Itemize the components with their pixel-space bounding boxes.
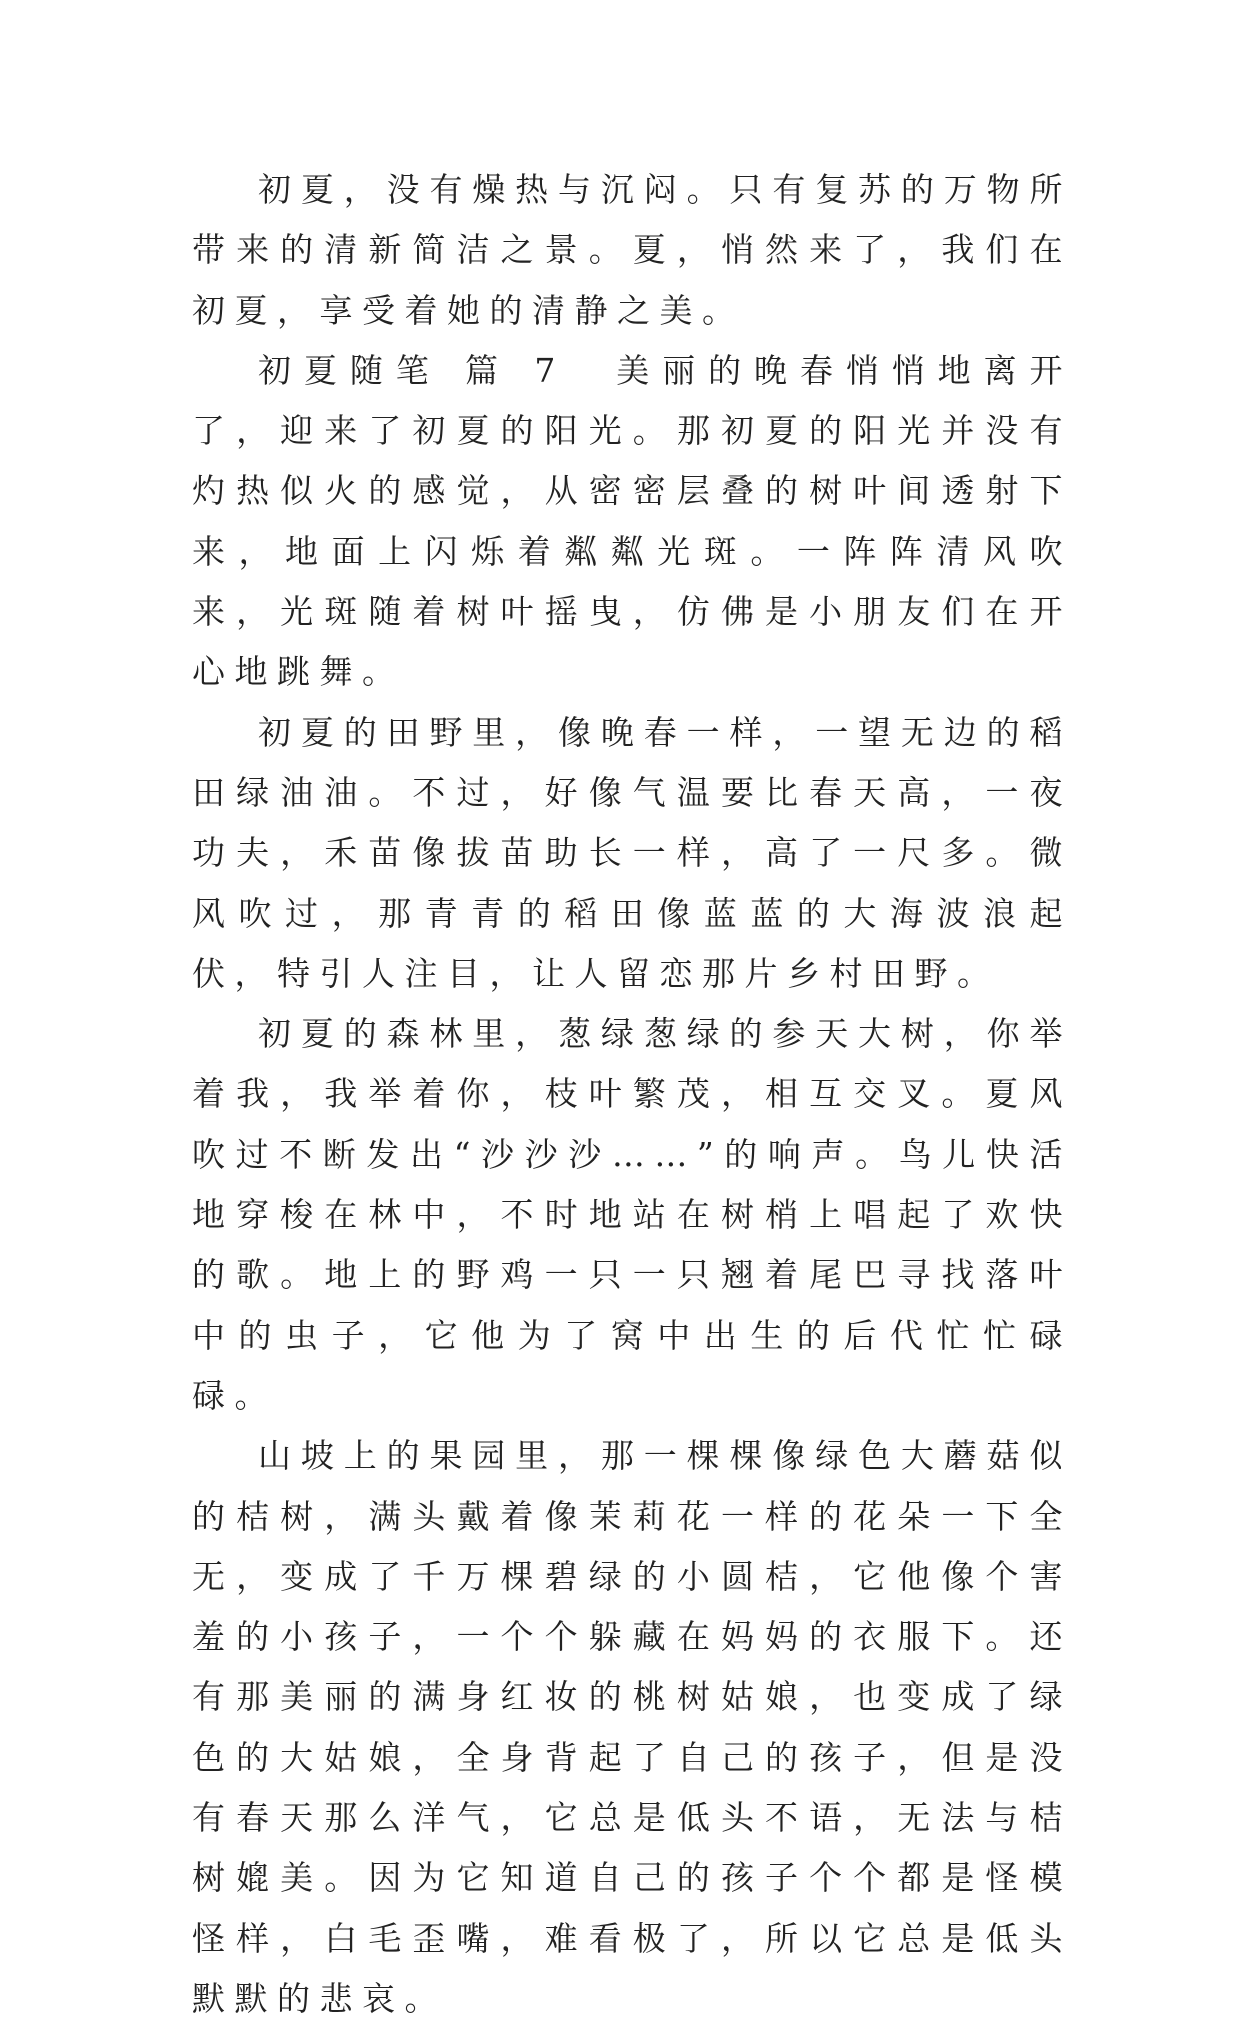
paragraph-text: 初夏，没有燥热与沉闷。只有复苏的万物所带来的清新简洁之景。夏，悄然来了，我们在初夏，享受着她的清静之美。 bbox=[192, 170, 1072, 330]
paragraph-fields bbox=[192, 703, 1072, 1004]
paragraph-text: 山坡上的果园里，那一棵棵像绿色大蘑菇似的桔树，满头戴着像茉莉花一样的花朵一下全无，变成了千万棵碧绿的小圆桔，它他像个害羞的小孩子，一个个躲藏在妈妈的衣服下。还有那美丽的满身红妆的桃树姑娘，也变成了绿色的大姑娘，全身背起了自己的孩子，但是没有春天那么洋气，它总是低头不语，无法与桔树媲美。因为它知道自己的孩子个个都是怪模怪样，白毛歪嘴，难看极了，所以它总是低头默默的悲哀。 bbox=[192, 1436, 1072, 2018]
paragraph-forest bbox=[192, 1004, 1072, 1426]
section-paragraph bbox=[192, 341, 1072, 703]
paragraph-text: 初夏的田野里，像晚春一样，一望无边的稻田绿油油。不过，好像气温要比春天高，一夜功夫，禾苗像拔苗助长一样，高了一尺多。微风吹过，那青青的稻田像蓝蓝的大海波浪起伏，特引人注目，让人留恋那片乡村田野。 bbox=[192, 712, 1072, 993]
paragraph-orchard bbox=[192, 1426, 1072, 2029]
paragraph-text: 初夏的森林里，葱绿葱绿的参天大树，你举着我，我举着你，枝叶繁茂，相互交叉。夏风吹过不断发出“沙沙沙……”的响声。鸟儿快活地穿梭在林中，不时地站在树梢上唱起了欢快的歌。地上的野鸡一只一只翘着尾巴寻找落叶中的虫子，它他为了窝中出生的后代忙忙碌碌。 bbox=[192, 1014, 1072, 1415]
section-heading: 初夏随笔 篇 7 bbox=[258, 350, 565, 390]
paragraph-intro bbox=[192, 160, 1072, 341]
section-lead-text: 美丽的晚春悄悄地离开了，迎来了初夏的阳光。那初夏的阳光并没有灼热似火的感觉，从密密层叠的树叶间透射下来，地面上闪烁着粼粼光斑。一阵阵清风吹来，光斑随着树叶摇曳，仿佛是小朋友们在开心地跳舞。 bbox=[192, 350, 1073, 692]
document-body bbox=[192, 160, 1072, 2029]
